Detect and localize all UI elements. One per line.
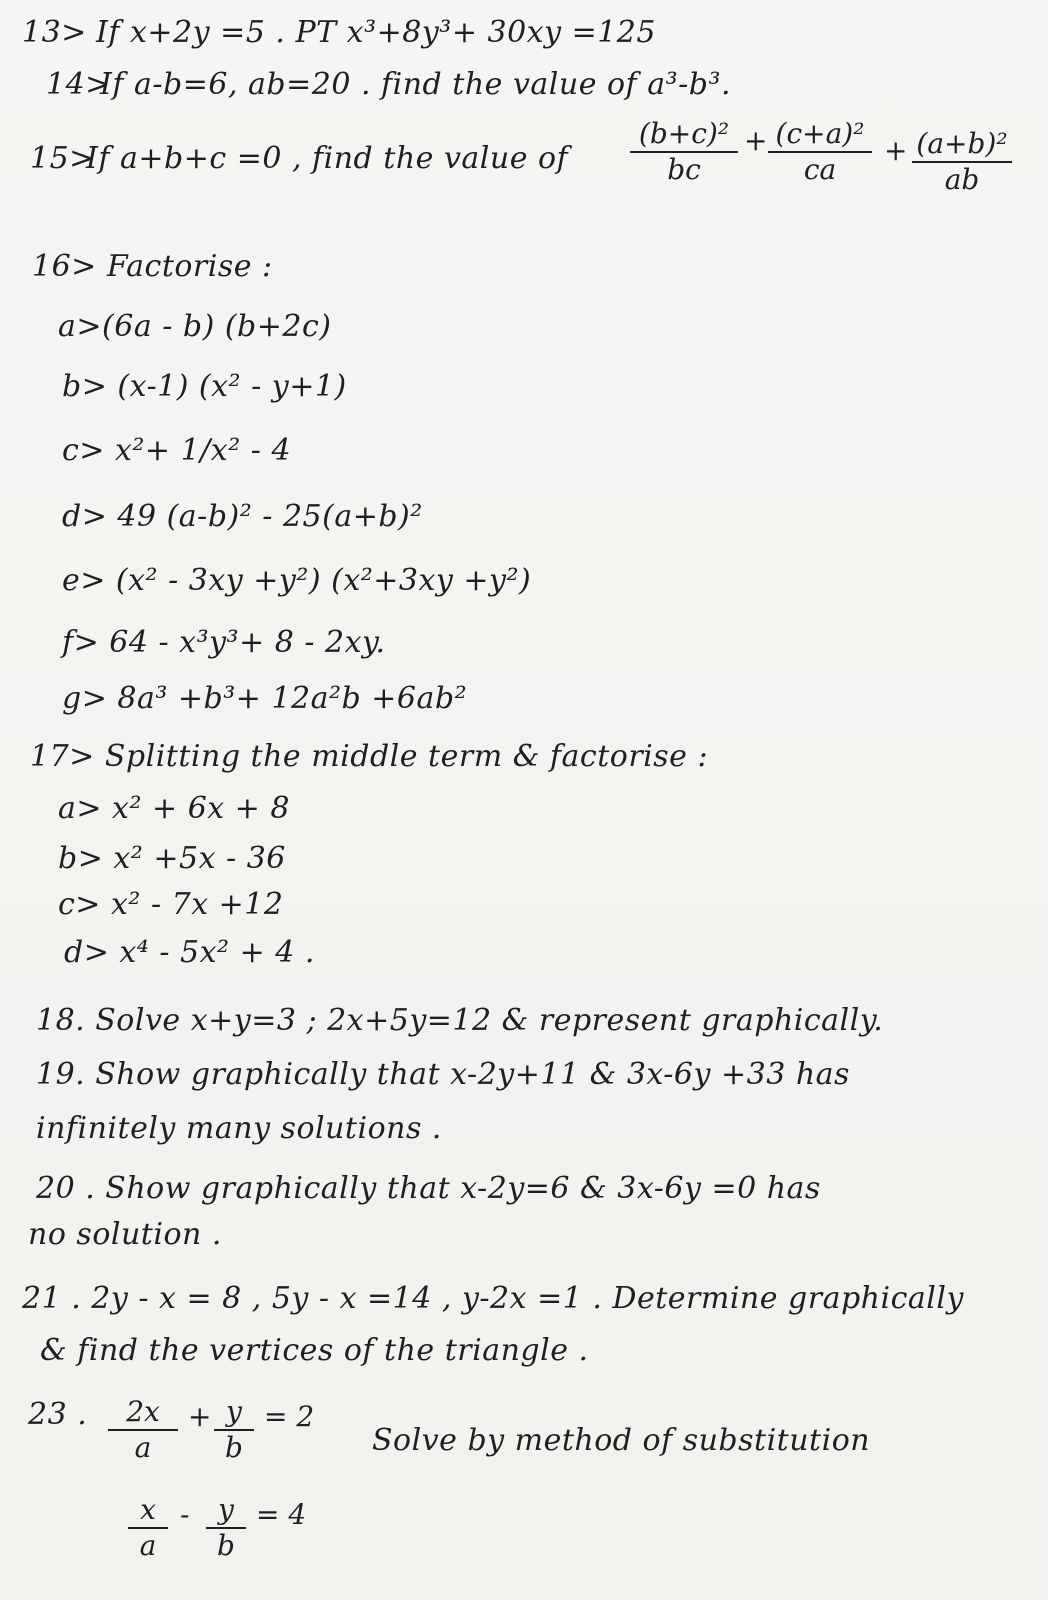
fraction-denominator: ca	[803, 153, 837, 186]
question-20-line-2: no solution .	[28, 1217, 222, 1252]
fraction-y-over-b	[214, 1396, 254, 1464]
list-item: b> (x-1) (x² - y+1)	[62, 369, 347, 404]
list-item: c> x² - 7x +12	[58, 887, 284, 922]
question-21-line-2: & find the vertices of the triangle .	[40, 1333, 589, 1368]
list-item: d> 49 (a-b)² - 25(a+b)²	[62, 499, 423, 534]
list-item: a>(6a - b) (b+2c)	[58, 309, 332, 344]
fraction-2x-over-a	[108, 1396, 178, 1464]
fraction-numerator: (a+b)²	[916, 127, 1008, 160]
fraction-denominator: a	[134, 1431, 152, 1464]
question-16-heading: 16> Factorise :	[32, 249, 273, 284]
fraction-x-over-a	[128, 1494, 168, 1562]
equation-2-rhs: = 4	[256, 1498, 307, 1531]
question-23-instruction: Solve by method of substitution	[372, 1423, 871, 1458]
question-13-text: If x+2y =5 . PT x³+8y³+ 30xy =125	[96, 15, 656, 50]
plus-operator: +	[188, 1400, 212, 1433]
list-item: g> 8a³ +b³+ 12a²b +6ab²	[62, 681, 468, 716]
fraction-denominator: b	[225, 1431, 243, 1464]
equation-1-rhs: = 2	[264, 1400, 315, 1433]
list-item: a> x² + 6x + 8	[58, 791, 291, 826]
fraction-b-plus-c	[630, 118, 738, 186]
plus-operator: +	[884, 134, 908, 167]
question-17-heading: 17> Splitting the middle term & factorise :	[30, 739, 709, 774]
fraction-numerator: x	[140, 1493, 156, 1526]
question-13-number: 13>	[22, 15, 87, 50]
question-23-number: 23 .	[28, 1397, 88, 1432]
fraction-denominator: bc	[667, 153, 701, 186]
fraction-denominator: b	[217, 1529, 235, 1562]
list-item: c> x²+ 1/x² - 4	[62, 433, 292, 468]
question-15-text: If a+b+c =0 , find the value of	[86, 141, 569, 176]
question-18-text: 18. Solve x+y=3 ; 2x+5y=12 & represent graphically.	[36, 1003, 884, 1038]
plus-operator: +	[744, 124, 768, 157]
fraction-denominator: a	[139, 1529, 157, 1562]
question-14-text: If a-b=6, ab=20 . find the value of a³-b³.	[100, 67, 732, 102]
fraction-numerator: y	[226, 1395, 242, 1428]
fraction-numerator: (b+c)²	[638, 117, 730, 150]
question-20-line-1: 20 . Show graphically that x-2y=6 & 3x-6y =0 has	[36, 1171, 821, 1206]
question-19-line-2: infinitely many solutions .	[36, 1111, 442, 1146]
fraction-numerator: (c+a)²	[775, 117, 865, 150]
list-item: e> (x² - 3xy +y²) (x²+3xy +y²)	[62, 563, 532, 598]
list-item: b> x² +5x - 36	[58, 841, 286, 876]
fraction-a-plus-b	[912, 128, 1012, 196]
question-19-line-1: 19. Show graphically that x-2y+11 & 3x-6y +33 has	[36, 1057, 850, 1092]
fraction-numerator: 2x	[126, 1395, 160, 1428]
list-item: d> x⁴ - 5x² + 4 .	[64, 935, 315, 970]
question-14-number: 14>	[46, 67, 111, 102]
fraction-numerator: y	[218, 1493, 234, 1526]
fraction-denominator: ab	[944, 163, 980, 196]
question-21-line-1: 21 . 2y - x = 8 , 5y - x =14 , y-2x =1 . Determine graphically	[22, 1281, 964, 1316]
fraction-c-plus-a	[768, 118, 872, 186]
question-15-number: 15>	[30, 141, 95, 176]
minus-operator: -	[180, 1498, 190, 1531]
fraction-y-over-b	[206, 1494, 246, 1562]
list-item: f> 64 - x³y³+ 8 - 2xy.	[62, 625, 386, 660]
